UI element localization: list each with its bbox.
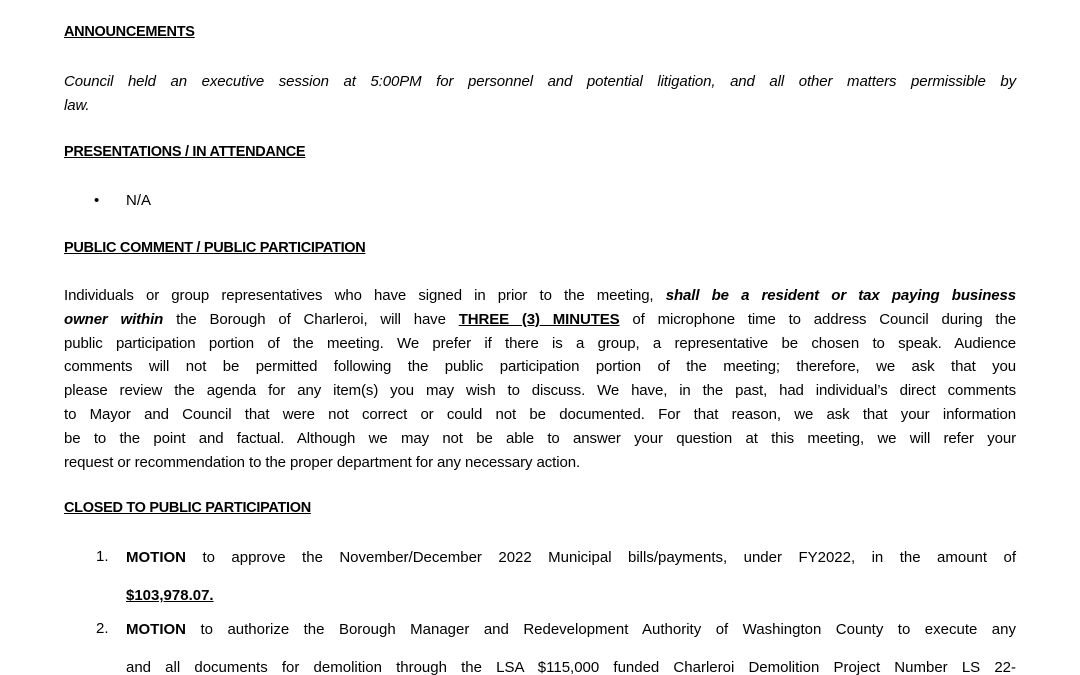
public-comment-line-5: please review the agenda for any item(s) you may wish to discuss. We have, in the past, had individual’s direct comments [64, 382, 1016, 400]
public-comment-heading: PUBLIC COMMENT / PUBLIC PARTICIPATION [64, 240, 366, 256]
announcements-heading: ANNOUNCEMENTS [64, 24, 195, 40]
announcements-text [64, 70, 1016, 118]
motion-item-body [126, 620, 1016, 675]
public-comment-emphasis-2: owner within [64, 310, 164, 328]
public-comment-line-1-pre: Individuals or group representatives who have signed in prior to the meeting, [64, 287, 666, 304]
public-comment-line-1 [64, 284, 1016, 308]
closed-heading: CLOSED TO PUBLIC PARTICIPATION [64, 500, 311, 516]
public-comment-line-2-mid: the Borough of Charleroi, will have [163, 310, 459, 328]
motion-item-number: 2. [96, 620, 109, 637]
public-comment-text [64, 284, 1016, 474]
announcements-line-2: law. [64, 96, 90, 114]
presentations-bullet-item [94, 192, 151, 209]
bullet-text: N/A [126, 192, 152, 209]
public-comment-line-2 [64, 308, 1016, 332]
motion-label: MOTION [126, 549, 186, 566]
motion-item-number: 1. [96, 548, 109, 565]
motion-item-1-line-1 [126, 548, 1016, 586]
public-comment-line-4: comments will not be permitted following the public participation portion of the meeting; therefore, we ask that you [64, 358, 1016, 376]
motion-item-2-line-1 [126, 620, 1016, 658]
motion-label: MOTION [126, 621, 186, 638]
three-minutes-emphasis: THREE (3) MINUTES [458, 310, 620, 328]
public-comment-emphasis-1: shall be a resident or tax paying business [665, 287, 1016, 304]
public-comment-line-7: be to the point and factual. Although we may not be able to answer your question at this meeting, we will refer your [64, 429, 1016, 447]
motion-amount: $103,978.07. [126, 587, 214, 604]
motion-item-body [126, 548, 1016, 624]
bullet-icon: • [94, 192, 100, 209]
public-comment-line-8: request or recommendation to the proper department for any necessary action. [64, 453, 581, 471]
public-comment-line-6: to Mayor and Council that were not correct or could not be documented. For that reason, we ask that your information [64, 405, 1016, 423]
presentations-heading: PRESENTATIONS / IN ATTENDANCE [64, 144, 306, 160]
announcements-line-1: Council held an executive session at 5:00PM for personnel and potential litigation, and all other matters permissible by [64, 73, 1016, 90]
motion-item-2-line-2: and all documents for demolition through the LSA $115,000 funded Charleroi Demolition Project Number LS 22- [126, 659, 1016, 675]
public-comment-line-3: public participation portion of the meeting. We prefer if there is a group, a representative be chosen to speak. Audience [64, 334, 1016, 352]
motion-item-1-text: to approve the November/December 2022 Municipal bills/payments, under FY2022, in the amount of [186, 549, 1016, 566]
motion-item-1-line-2 [126, 586, 1016, 624]
motion-item-2-text: to authorize the Borough Manager and Redevelopment Authority of Washington County to execute any [186, 621, 1016, 638]
public-comment-line-2-post: of microphone time to address Council during the [619, 310, 1016, 328]
